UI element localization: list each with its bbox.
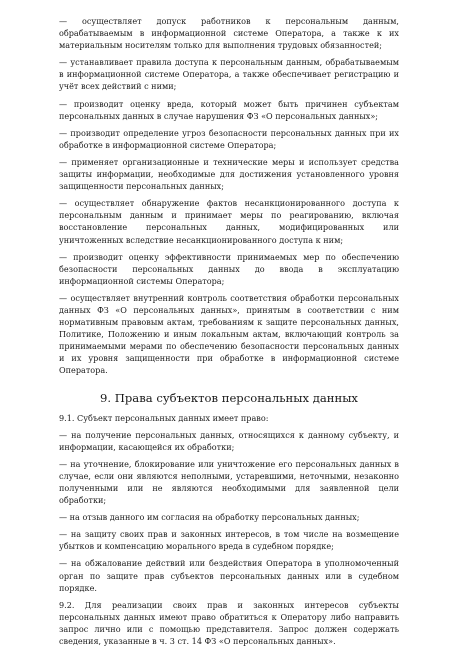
list-item: — производит определение угроз безопасности персональных данных при их обработке в информационной системе Оператора; (59, 127, 399, 150)
list-item: — устанавливает правила доступа к персональным данным, обрабатываемым в информационной системе Оператора, а также обеспечивает регистрацию и учёт всех действий с ними; (59, 57, 399, 92)
list-item: — применяет организационные и технические меры и использует средства защиты информации, необходимые для достижения установленного уровня защищенности персональных данных; (59, 156, 399, 192)
list-item: — производит оценку эффективности принимаемых мер по обеспечению безопасности персональных данных до ввода в эксплуатацию информационной системы Оператора; (59, 251, 399, 286)
list-item: — производит оценку вреда, который может быть причинен субъектам персональных данных в случае нарушения ФЗ «О персональных данных»; (59, 98, 399, 121)
rights-item: — на получение персональных данных, относящихся к данному субъекту, и информации, касающейся их обработки; (59, 429, 399, 452)
rights-item: — на защиту своих прав и законных интересов, в том числе на возмещение убытков и компенсацию морального вреда в судебном порядке; (59, 529, 399, 552)
rights-item: — на уточнение, блокирование или уничтожение его персональных данных в случае, если они являются неполными, устаревшими, неточными, незаконно полученными или не являются необходимыми для заявленной цели обработки; (59, 458, 399, 506)
clause-9-2: 9.2. Для реализации своих прав и законных интересов субъекты персональных данных имеют право обратиться к Оператору либо направить запрос лично или с помощью представителя. Запрос должен содержать сведения, указанные в ч. 3 ст. 14 ФЗ «О персональных данных». (59, 599, 399, 647)
list-item: — осуществляет внутренний контроль соответствия обработки персональных данных ФЗ «О персональных данных», принятым в соответствии с ним нормативным правовым актам, требованиям к защите персональных данных, Политике, Положению и иным локальным актам, включающий контроль за принимаемыми мерами по обеспечению безопасности персональных данных и их уровня защищенности при обработке в информационной системе Оператора. (59, 292, 399, 376)
list-item: — осуществляет допуск работников к персональным данным, обрабатываемым в информационной системе Оператора, а также к их материальным носителям только для выполнения трудовых обязанностей; (59, 16, 399, 51)
rights-item: — на отзыв данного им согласия на обработку персональных данных; (59, 512, 360, 523)
clause-9-1: 9.1. Субъект персональных данных имеет право: (59, 412, 269, 423)
section-heading: 9. Права субъектов персональных данных (100, 390, 358, 405)
rights-item: — на обжалование действий или бездействия Оператора в уполномоченный орган по защите прав субъектов персональных данных или в судебном порядке. (59, 558, 399, 593)
list-item: — осуществляет обнаружение фактов несанкционированного доступа к персональным данным и принимает меры по реагированию, включая восстановление персональных данных, модифицированных или уничтоженных вследствие несанкционированного доступа к ним; (59, 198, 399, 245)
document-page (59, 15, 399, 652)
